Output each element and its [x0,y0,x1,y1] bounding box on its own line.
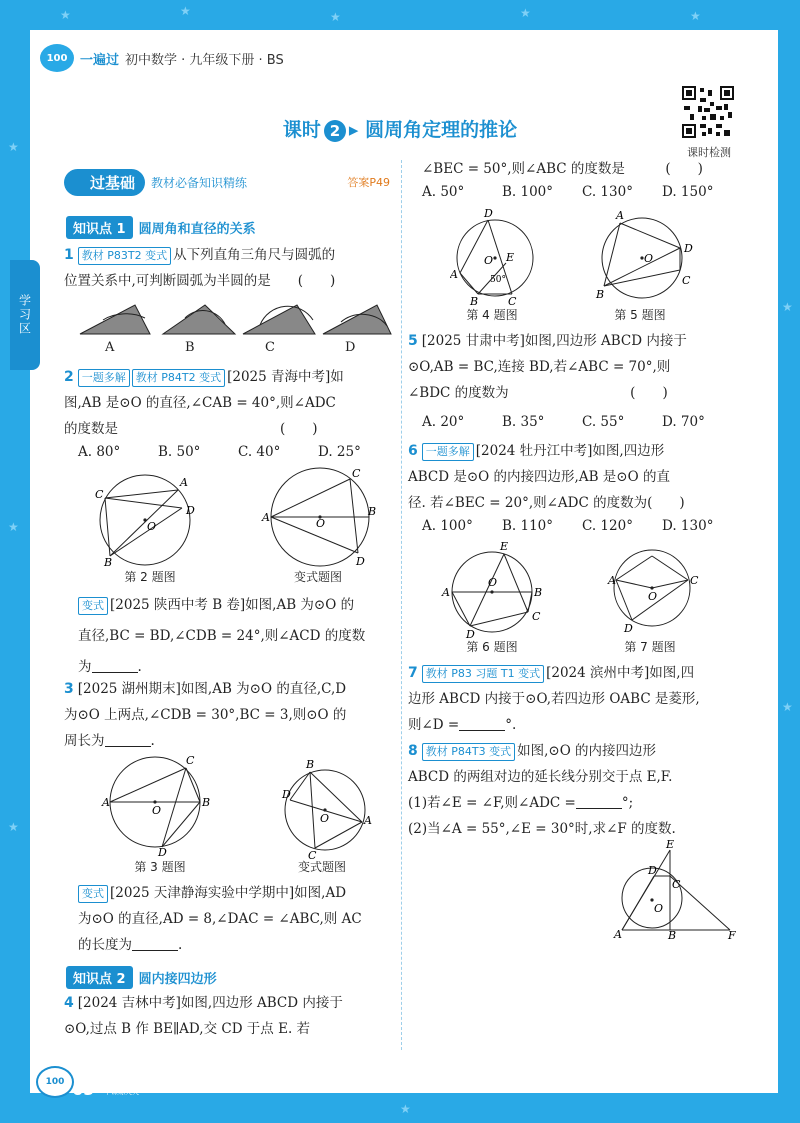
svg-text:B: B [470,295,479,308]
svg-text:B: B [306,760,315,771]
knowledge-point-1: 知识点 1 圆周角和直径的关系 [66,216,256,239]
svg-text:C: C [508,295,517,308]
q8-figure [610,840,740,940]
svg-text:O: O [316,517,326,530]
svg-text:C: C [308,849,317,860]
question-3: 3 [2025 湖州期末]如图,AB 为⊙O 的直径,C,D 为⊙O 上两点,∠CDB = 30°,BC = 3,则⊙O 的 周长为 . [64,681,347,749]
svg-text:E: E [500,540,509,553]
svg-text:C: C [95,488,104,501]
q6-choices: A. 100° B. 110° C. 120° D. 130° [422,518,714,534]
q3-variant-figure [280,760,380,860]
side-tab: 学习区 [10,260,40,370]
variant-3: 变式 [2025 天津静海实验中学期中]如图,AD 为⊙O 的直径,AD = 8,∠DAC = ∠ABC,则 AC 的长度为 . [78,885,362,953]
star-icon: ★ [8,140,19,154]
svg-text:C: C [532,610,541,623]
svg-text:A: A [614,928,622,940]
section-badge: 过基础 [64,169,145,196]
q1-options: A B C D [105,340,356,355]
qr-label: 课时检测 [687,146,731,159]
svg-text:C: C [682,274,691,287]
question-2: 2 一题多解 教材 P84T2 变式 [2025 青海中考]如 图,AB 是⊙O 的直径,∠CAB = 40°,则∠ADC 的度数是 ( ) [64,369,344,437]
svg-text:A: A [180,476,188,489]
svg-text:D: D [186,504,195,517]
star-icon: ★ [180,4,191,18]
q1-figures [75,300,395,340]
svg-text:A: A [608,574,616,587]
star-icon: ★ [8,520,19,534]
answer-page-link[interactable]: 答案P49 [347,176,390,189]
footer-slogan: 上课认真听 下课练天天 [104,1079,139,1096]
q2-variant-figure [260,465,385,575]
svg-text:O: O [152,804,162,817]
svg-text:D: D [356,555,365,568]
question-8: 8 教材 P84T3 变式 如图,⊙O 的内接四边形 ABCD 的两组对边的延长线分别交于点 E,F. (1)若∠E = ∠F,则∠ADC = °; (2)当∠A = 55°,∠E = 30°时,求∠F 的度数. [408,743,676,837]
brand-logo: 100 [40,44,74,72]
brand-name: 一遍过 [80,52,120,68]
lesson-number: 2 [324,120,346,142]
q5-figure [592,208,702,308]
svg-text:50°: 50° [490,275,506,285]
svg-text:A: A [442,586,450,599]
svg-text:O: O [488,576,498,589]
svg-text:D: D [624,622,633,635]
svg-text:C: C [186,754,195,767]
svg-text:O: O [484,254,494,267]
svg-text:C: C [352,467,361,480]
svg-text:O: O [644,252,654,265]
svg-text:D: D [282,788,291,801]
svg-text:O: O [654,902,664,915]
q7-figure [604,548,704,643]
question-7: 7 教材 P83 习题 T1 变式 [2024 滨州中考]如图,四 边形 ABCD 内接于⊙O,若四边形 OABC 是菱形, 则∠D = °. [408,665,700,733]
svg-text:D: D [158,846,167,857]
star-icon: ★ [330,10,341,24]
question-6: 6 一题多解 [2024 牡丹江中考]如图,四边形 ABCD 是⊙O 的内接四边形,AB 是⊙O 的直 径. 若∠BEC = 20°,则∠ADC 的度数为( ) [408,443,685,511]
variant-tag: 变式 [78,885,108,903]
answer-blank[interactable] [92,658,138,673]
answer-blank[interactable] [459,716,505,731]
footer-logo: 100 [36,1066,74,1098]
svg-text:E: E [506,251,515,264]
variant-tag: 变式 [78,597,108,615]
star-icon: ★ [400,1102,411,1116]
svg-text:D: D [484,208,493,220]
section-desc: 教材必备知识精练 [151,175,248,190]
answer-blank[interactable] [132,936,178,951]
star-icon: ★ [782,300,793,314]
q2-choices: A. 80° B. 50° C. 40° D. 25° [78,444,361,460]
svg-text:O: O [320,812,330,825]
q3-figure [100,752,220,857]
qr-code-icon[interactable] [682,86,734,138]
lesson-title: 课时 2 ▸ 圆周角定理的推论 [282,119,518,141]
frame-top [0,0,800,30]
svg-text:B: B [596,288,605,301]
svg-text:O: O [648,590,658,603]
star-icon: ★ [690,9,701,23]
svg-text:A: A [262,511,270,524]
q4-choices: A. 50° B. 100° C. 130° D. 150° [422,184,714,200]
answer-blank[interactable] [105,732,151,747]
q5-choices: A. 20° B. 35° C. 55° D. 70° [422,414,705,430]
svg-text:E: E [666,840,675,851]
frame-right [778,0,800,1123]
q6-figure [440,540,550,640]
svg-text:D: D [684,242,693,255]
star-icon: ★ [8,820,19,834]
page: ★ ★ ★ ★ ★ ★ ★ ★ ★ ★ ★ 100 一遍过 初中数学 · 九年级下册 · BS 课时 2 ▸ 圆周角定理的推论 课时检测 学习区 过基础 教材必备知识精练 答案P49 知识点 1 圆周角和直径的关系 1 教材 P83T2 变式 从下列直角三角尺与圆弧的 位置关系中,可判断圆弧为半圆的是 ( ) A B C D 2 一题多解 教材 P84T2 变式 [2025 青海中考]如 图,AB 是⊙O 的直径,∠CAB = 40°,则∠ADC 的度数是 ( ) A. 80° B. 50° C. 40° D. 25° C A D O B A C B O D 第 2 题图 变式题图 变式 [2025 陕西中考 B 卷]如图,AB 为⊙O 的 直径,BC = BD,∠CDB = 24°,则∠ACD 的度数 为 . 3 [2025 湖州期末]如图,AB 为⊙O 的直径,C,D 为⊙O 上两点,∠CDB = 30°,BC = 3,则⊙O 的 周长为 . A C B O D B D A O C 第 3 题图 变式题图 变式 [2025 天津静海实验中学期中]如图,AD 为⊙O 的直径,AD = 8,∠DAC = ∠ABC,则 AC 的长度为 . 知识点 2 圆内接四边形 4 [2024 吉林中考]如图,四边形 ABCD 内接于 ⊙O,过点 B 作 BE∥AD,交 CD 于点 E. 若 ∠BEC = 50°,则∠ABC 的度数是 ( ) A. 50° B. 100° C. 130° D. 150° D E A O 50° B C A D O B C 第 4 题图 第 5 题图 5 [2025 甘肃中考]如图,四边形 ABCD 内接于 ⊙O,AB = BC,连接 BD,若∠ABC = 70°,则 ∠BDC 的度数为 ( ) A. 20° B. 35° C. 55° D. 70° 6 一题多解 [2024 牡丹江中考]如图,四边形 ABCD 是⊙O 的内接四边形,AB 是⊙O 的直 径. 若∠BEC = 20°,则∠ADC 的度数为( ) A. 100° B. 110° C. 120° D. 130° E A B O C D A O C D 第 6 题图 第 7 题图 7 教材 P83 习题 T1 变式 [2024 滨州中考]如图,四 边形 ABCD 内接于⊙O,若四边形 OABC 是菱形, 则∠D = °. 8 教材 P84T3 变式 如图,⊙O 的内接四边形 ABCD 的两组对边的延长线分别交于点 E,F. (1)若∠E = ∠F,则∠ADC = °; (2)当∠A = 55°,∠E = 30°时,求∠F 的度数. E D C O A B F 100 65 上课认真听 下课练天天 [0,0,800,1123]
svg-text:A: A [364,814,372,827]
svg-text:D: D [466,628,475,640]
svg-text:F: F [728,929,736,940]
running-header [40,44,284,72]
book-subject: 初中数学 · 九年级下册 · BS [125,52,284,68]
svg-text:B: B [104,556,113,568]
star-icon: ★ [60,8,71,22]
svg-text:C: C [672,878,681,891]
svg-text:A: A [450,268,458,281]
question-5: 5 [2025 甘肃中考]如图,四边形 ABCD 内接于 ⊙O,AB = BC,连接 BD,若∠ABC = 70°,则 ∠BDC 的度数为 ( ) [408,333,687,401]
variant-2: 变式 [2025 陕西中考 B 卷]如图,AB 为⊙O 的 直径,BC = BD,∠CDB = 24°,则∠ACD 的度数 为 . [78,597,366,675]
question-4: 4 [2024 吉林中考]如图,四边形 ABCD 内接于 ⊙O,过点 B 作 BE∥AD,交 CD 于点 E. 若 [64,995,343,1037]
source-tag: 教材 P83T2 变式 [78,247,171,265]
svg-text:D: D [648,864,657,877]
svg-text:B: B [202,796,211,809]
svg-text:B: B [668,929,677,940]
q2-figure [90,468,210,568]
page-number: 65 [72,1080,95,1099]
frame-left [0,0,30,1123]
svg-text:A: A [616,209,624,222]
answer-blank[interactable] [576,794,622,809]
question-1: 1 教材 P83T2 变式 从下列直角三角尺与圆弧的 位置关系中,可判断圆弧为半圆的是 ( ) [64,247,336,289]
svg-text:A: A [102,796,110,809]
svg-text:B: B [368,505,377,518]
knowledge-point-2: 知识点 2 圆内接四边形 [66,966,217,989]
question-4-cont: ∠BEC = 50°,则∠ABC 的度数是 ( ) [422,161,703,177]
q4-figure [450,208,550,308]
svg-text:O: O [147,520,157,533]
svg-text:B: B [534,586,543,599]
column-divider [401,160,402,1050]
section-banner [64,168,390,196]
star-icon: ★ [520,6,531,20]
star-icon: ★ [782,700,793,714]
svg-text:C: C [690,574,699,587]
